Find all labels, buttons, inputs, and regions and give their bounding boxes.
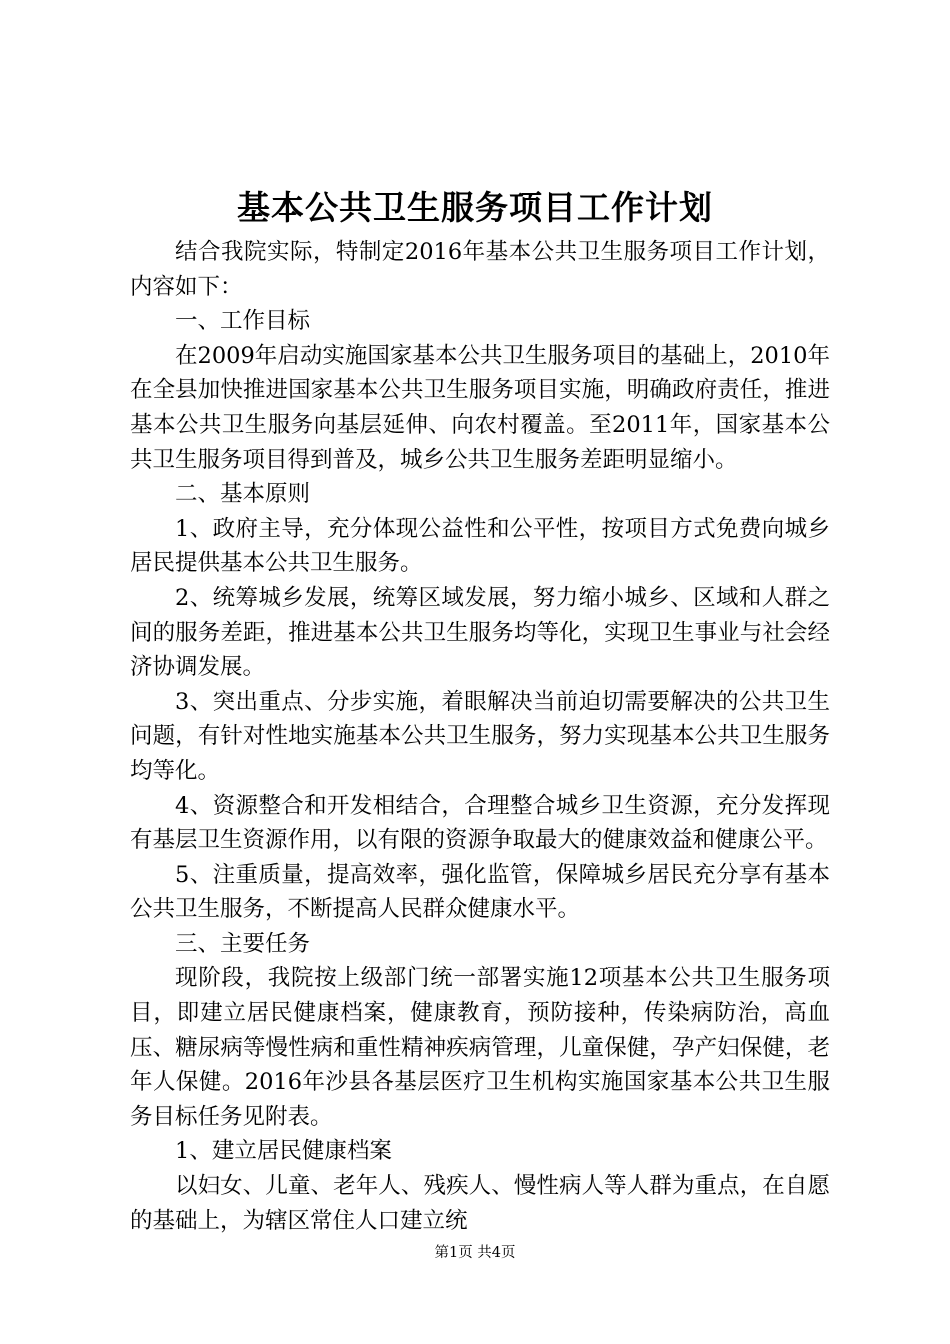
section-heading: 二、基本原则 <box>175 481 311 508</box>
body-paragraph: 现阶段，我院按上级部门统一部署实施12项基本公共卫生服务项目，即建立居民健康档案，健康教育，预防接种，传染病防治，高血压、糖尿病等慢性病和重性精神疾病管理，儿童保健，孕产妇保健，老年人保健。2016年沙县各基层医疗卫生机构实施国家基本公共卫生服务目标任务见附表。 <box>130 965 830 1130</box>
list-item: 5、注重质量，提高效率，强化监管，保障城乡居民充分享有基本公共卫生服务，不断提高人民群众健康水平。 <box>130 861 830 923</box>
intro-paragraph: 结合我院实际，特制定2016年基本公共卫生服务项目工作计划，内容如下： <box>130 239 830 300</box>
list-item: 3、突出重点、分步实施，着眼解决当前迫切需要解决的公共卫生问题，有针对性地实施基本公共卫生服务，努力实现基本公共卫生服务均等化。 <box>130 688 830 784</box>
document-body <box>130 235 830 1238</box>
page-number-footer: 第1页 共4页 <box>434 1245 516 1261</box>
body-paragraph: 在2009年启动实施国家基本公共卫生服务项目的基础上，2010年在全县加快推进国家基本公共卫生服务项目实施，明确政府责任，推进基本公共卫生服务向基层延伸、向农村覆盖。至2011年，国家基本公共卫生服务项目得到普及，城乡公共卫生服务差距明显缩小。 <box>130 342 830 473</box>
section-heading: 三、主要任务 <box>175 930 311 957</box>
document-title: 基本公共卫生服务项目工作计划 <box>237 188 713 227</box>
list-item: 1、政府主导，充分体现公益性和公平性，按项目方式免费向城乡居民提供基本公共卫生服务。 <box>130 515 830 577</box>
section-heading: 一、工作目标 <box>175 308 311 335</box>
list-item: 2、统筹城乡发展，统筹区域发展，努力缩小城乡、区域和人群之间的服务差距，推进基本公共卫生服务均等化，实现卫生事业与社会经济协调发展。 <box>130 584 830 681</box>
body-paragraph: 以妇女、儿童、老年人、残疾人、慢性病人等人群为重点，在自愿的基础上，为辖区常住人口建立统 <box>130 1173 830 1234</box>
list-item: 4、资源整合和开发相结合，合理整合城乡卫生资源，充分发挥现有基层卫生资源作用，以有限的资源争取最大的健康效益和健康公平。 <box>130 792 830 854</box>
subsection-heading: 1、建立居民健康档案 <box>175 1138 392 1165</box>
